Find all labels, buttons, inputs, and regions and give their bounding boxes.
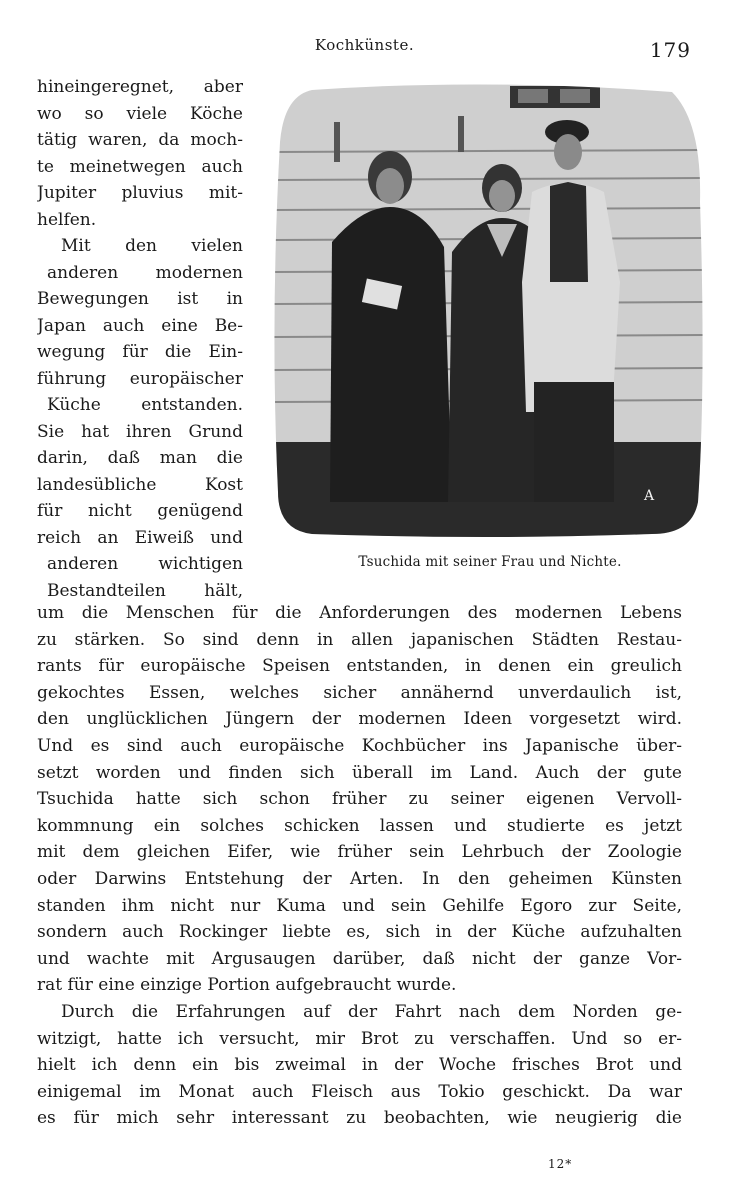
text-line: reich an Eiweiß und (37, 527, 243, 548)
text-line: wo so viele Köche (37, 103, 243, 124)
text-line: für nicht genügend (37, 501, 243, 521)
text-line: Mit den vielen (61, 236, 243, 256)
text-line: gekochtes Essen, welches sicher annähernd unverdaulich ist, (37, 682, 682, 703)
text-line: zu stärken. So sind denn in allen japanischen Städten Restau- (37, 629, 682, 650)
text-line: Jupiter pluvius mit- (37, 183, 243, 203)
text-line: wegung für die Ein- (37, 342, 243, 362)
text-line: tätig waren, da moch- (37, 130, 243, 150)
text-line: Küche entstanden. (47, 395, 243, 415)
text-line: Durch die Erfahrungen auf der Fahrt nach dem Norden ge- (61, 1001, 682, 1022)
text-line: Bestandteilen hält, (47, 580, 243, 601)
text-line: witzigt, hatte ich versucht, mir Brot zu verschaffen. Und so er- (37, 1028, 682, 1049)
narrow-column (37, 74, 243, 604)
figure-caption: Tsuchida mit seiner Frau und Nichte. (358, 554, 622, 570)
text-line: rat für eine einzige Portion aufgebraucht wurde. (37, 975, 457, 996)
text-line: mit dem gleichen Eifer, wie früher sein Lehrbuch der Zoologie (37, 842, 682, 863)
text-line: um die Menschen für die Anforderungen des modernen Lebens (37, 603, 682, 623)
text-line: setzt worden und finden sich überall im Land. Auch der gute (37, 762, 682, 783)
text-line: sondern auch Rockinger liebte es, sich in der Küche aufzuhalten (37, 922, 682, 943)
text-line: kommnung ein solches schicken lassen und studierte es jetzt (37, 815, 682, 836)
full-width-text (37, 600, 682, 1132)
text-line: es für mich sehr interessant zu beobachten, wie neugierig die (37, 1108, 682, 1129)
text-line: helfen. (37, 209, 97, 230)
text-line: te meinetwegen auch (37, 156, 243, 177)
text-line: Japan auch eine Be- (37, 315, 243, 336)
photo-figure (272, 82, 704, 537)
text-line: Bewegungen ist in (37, 289, 243, 309)
text-line: rants für europäische Speisen entstanden, in denen ein greulich (37, 656, 682, 677)
text-line: den unglücklichen Jüngern der modernen Ideen vorgesetzt wird. (37, 709, 682, 730)
page-number: 179 (649, 38, 691, 62)
photographer-monogram: A (644, 488, 655, 504)
text-line: standen ihm nicht nur Kuma und sein Gehilfe Egoro zur Seite, (37, 895, 682, 916)
text-line: landesübliche Kost (37, 474, 243, 495)
text-line: darin, daß man die (37, 448, 243, 468)
text-line: und wachte mit Argusaugen darüber, daß nicht der ganze Vor- (37, 948, 682, 969)
photo-three-people (272, 82, 704, 537)
text-line: anderen modernen (47, 262, 243, 283)
text-line: hineingeregnet, aber (37, 77, 243, 97)
text-line: hielt ich denn ein bis zweimal in der Woche frisches Brot und (37, 1055, 682, 1076)
signature-mark: 12* (548, 1157, 573, 1171)
text-line: Sie hat ihren Grund (37, 421, 243, 442)
text-line: einigemal im Monat auch Fleisch aus Tokio geschickt. Da war (37, 1081, 682, 1102)
text-line: führung europäischer (37, 368, 243, 389)
text-line: Tsuchida hatte sich schon früher zu seiner eigenen Vervoll- (37, 789, 682, 810)
text-line: anderen wichtigen (47, 554, 243, 574)
text-line: Und es sind auch europäische Kochbücher ins Japanische über- (37, 735, 682, 756)
running-head: Kochkünste. (314, 36, 415, 54)
text-line: oder Darwins Entstehung der Arten. In den geheimen Künsten (37, 868, 682, 889)
